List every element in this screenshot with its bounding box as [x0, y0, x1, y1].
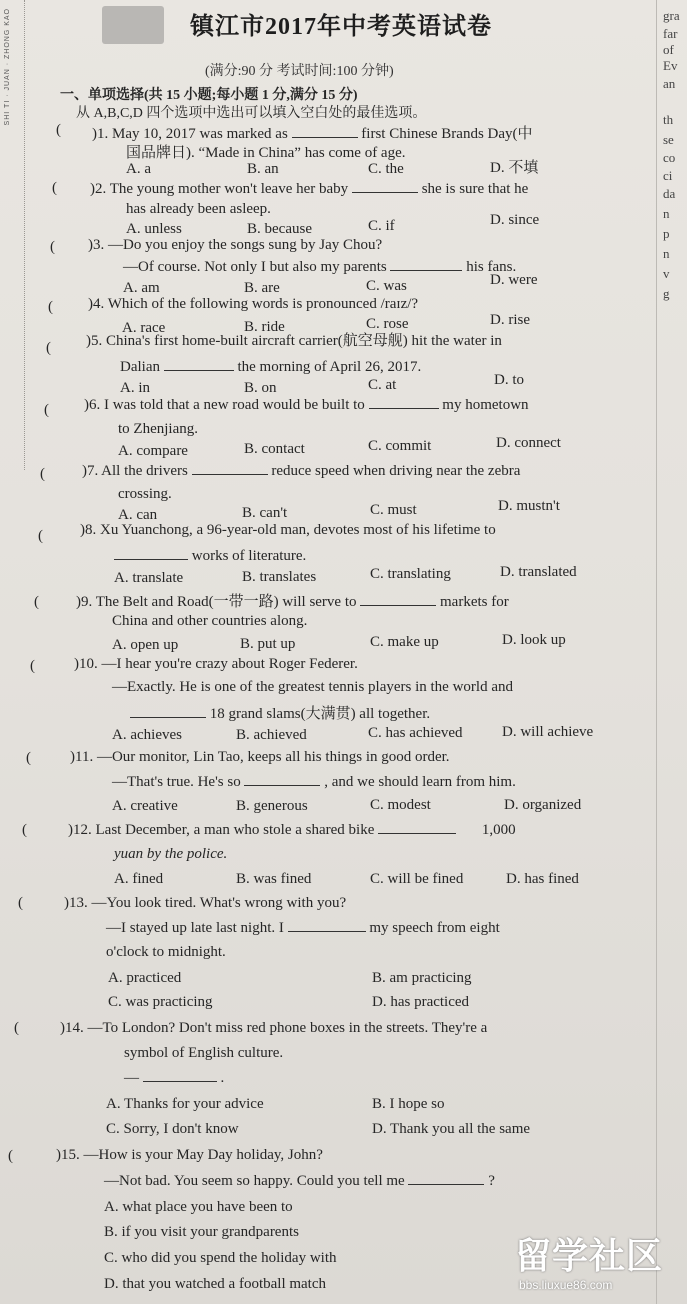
next-column-fragment — [656, 0, 687, 1304]
stem-text: 1,000 — [481, 822, 516, 838]
option-b[interactable]: B. was fined — [236, 871, 312, 887]
question-stem-line — [124, 1069, 224, 1087]
page-title: 镇江市2017年中考英语试卷 — [190, 14, 492, 40]
option-a[interactable]: A. unless — [126, 221, 182, 237]
option-d[interactable]: D. Thank you all the same — [372, 1121, 531, 1137]
option-a[interactable]: A. practiced — [108, 970, 182, 986]
option-d[interactable]: D. were — [490, 272, 538, 288]
stem-text: my hometown — [442, 397, 529, 413]
next-col-word: n — [663, 246, 670, 261]
option-c[interactable]: C. translating — [370, 566, 451, 582]
answer-paren[interactable]: ( — [26, 750, 31, 766]
question-stem: )14. —To London? Don't miss red phone boxes in the streets. They're a — [60, 1020, 488, 1036]
next-col-word: ci — [663, 168, 673, 183]
option-b[interactable]: B. achieved — [236, 727, 307, 743]
next-col-word: gra — [663, 8, 680, 23]
stem-text: works of literature. — [191, 548, 307, 564]
stem-text: )1. May 10, 2017 was marked as — [92, 126, 288, 142]
stem-text: my speech from eight — [369, 920, 500, 936]
question-stem-line — [123, 258, 516, 276]
stem-text: Dalian — [120, 359, 160, 375]
question-stem-line — [104, 1172, 495, 1190]
option-a[interactable]: A. fined — [114, 871, 164, 887]
question-stem-line: China and other countries along. — [112, 613, 308, 629]
option-c[interactable]: C. who did you spend the holiday with — [104, 1250, 337, 1266]
question-stem-line: o'clock to midnight. — [106, 944, 226, 960]
next-col-word: th — [663, 112, 674, 127]
option-d[interactable]: D. has practiced — [372, 994, 470, 1010]
option-a[interactable]: A. what place you have been to — [104, 1199, 293, 1215]
option-a[interactable]: A. translate — [114, 570, 184, 586]
option-c[interactable]: C. if — [368, 218, 395, 234]
stem-text: )6. I was told that a new road would be built to — [84, 397, 365, 413]
option-a[interactable]: A. compare — [118, 443, 188, 459]
option-b[interactable]: B. because — [247, 221, 312, 237]
next-col-word: of — [663, 42, 674, 57]
option-a[interactable]: A. in — [120, 380, 150, 396]
stem-text: the morning of April 26, 2017. — [237, 359, 422, 375]
question-stem — [90, 180, 528, 198]
answer-blank[interactable] — [244, 773, 320, 786]
question-stem — [68, 821, 516, 839]
answer-blank[interactable] — [369, 396, 439, 409]
answer-paren[interactable]: ( — [40, 466, 45, 482]
question-stem — [76, 590, 509, 611]
answer-blank[interactable] — [164, 358, 234, 371]
next-col-word: an — [663, 76, 676, 91]
stem-text: reduce speed when driving near the zebra — [271, 463, 521, 479]
answer-paren[interactable]: ( — [30, 658, 35, 674]
option-c[interactable]: C. was practicing — [108, 994, 213, 1010]
question-stem-line — [106, 919, 500, 937]
option-d[interactable]: D. rise — [490, 312, 530, 328]
question-stem-line — [112, 773, 516, 791]
option-b[interactable]: B. am practicing — [372, 970, 472, 986]
answer-paren[interactable]: ( — [52, 180, 57, 196]
question-stem-line: has already been asleep. — [126, 201, 271, 217]
question-stem: )15. —How is your May Day holiday, John? — [56, 1147, 323, 1163]
option-d[interactable]: D. organized — [504, 797, 582, 813]
question-stem-line: —Exactly. He is one of the greatest tennis players in the world and — [112, 679, 513, 695]
stem-text: —That's true. He's so — [112, 774, 241, 790]
redacted-area — [102, 6, 164, 44]
option-b[interactable]: B. are — [244, 280, 280, 296]
answer-paren[interactable]: ( — [22, 822, 27, 838]
binding-gutter — [0, 0, 25, 470]
next-col-word: da — [663, 186, 676, 201]
question-stem-line — [120, 358, 421, 376]
question-stem — [82, 462, 520, 480]
answer-paren[interactable]: ( — [48, 299, 53, 315]
option-c[interactable]: C. rose — [366, 316, 409, 332]
answer-blank[interactable] — [390, 258, 462, 271]
next-col-word: p — [663, 226, 670, 241]
question-stem — [92, 122, 533, 143]
question-stem-line: symbol of English culture. — [124, 1045, 284, 1061]
stem-text: )2. The young mother won't leave her baby — [90, 181, 349, 197]
option-c[interactable]: C. commit — [368, 438, 432, 454]
question-stem: )11. —Our monitor, Lin Tao, keeps all his things in good order. — [70, 749, 450, 765]
next-col-word: n — [663, 206, 670, 221]
stem-text: first Chinese Brands Day(中 — [361, 126, 533, 142]
next-col-word: far — [663, 26, 678, 41]
answer-paren[interactable]: ( — [18, 895, 23, 911]
option-d[interactable]: D. since — [490, 212, 540, 228]
option-d[interactable]: D. translated — [500, 564, 577, 580]
answer-paren[interactable]: ( — [38, 528, 43, 544]
option-b[interactable]: B. can't — [242, 505, 288, 521]
watermark — [515, 1228, 685, 1298]
option-d[interactable]: D. 不填 — [490, 160, 539, 176]
option-c[interactable]: C. the — [368, 161, 404, 177]
answer-paren[interactable]: ( — [50, 239, 55, 255]
answer-blank[interactable] — [408, 1172, 484, 1185]
option-c[interactable]: C. modest — [370, 797, 431, 813]
option-b[interactable]: B. on — [244, 380, 277, 396]
next-col-word: g — [663, 286, 670, 301]
option-a[interactable]: A. am — [123, 280, 160, 296]
answer-blank[interactable] — [352, 180, 418, 193]
option-c[interactable]: C. was — [366, 278, 407, 294]
answer-paren[interactable]: ( — [34, 594, 39, 610]
stem-text: markets for — [440, 594, 509, 610]
answer-paren[interactable]: ( — [8, 1148, 13, 1164]
option-d[interactable]: D. to — [494, 372, 524, 388]
option-d[interactable]: D. that you watched a football match — [104, 1276, 327, 1292]
option-a[interactable]: A. achieves — [112, 727, 182, 743]
question-stem-line: to Zhenjiang. — [118, 421, 198, 437]
section-instruction: 从 A,B,C,D 四个选项中选出可以填入空白处的最佳选项。 — [76, 106, 427, 121]
option-a[interactable]: A. a — [126, 161, 151, 177]
question-stem-line — [130, 702, 430, 723]
option-a[interactable]: A. Thanks for your advice — [106, 1096, 264, 1112]
option-d[interactable]: D. has fined — [506, 871, 579, 887]
stem-text: 18 grand slams(大满贯) all together. — [209, 706, 431, 722]
option-a[interactable]: A. can — [118, 507, 158, 523]
question-stem: )8. Xu Yuanchong, a 96-year-old man, devotes most of his lifetime to — [80, 522, 496, 538]
question-stem: )13. —You look tired. What's wrong with you? — [64, 895, 347, 911]
option-d[interactable]: D. connect — [496, 435, 561, 451]
option-c[interactable]: C. Sorry, I don't know — [106, 1121, 239, 1137]
watermark-url: bbs.liuxue86.com — [519, 1278, 613, 1292]
option-b[interactable]: B. put up — [240, 636, 296, 652]
option-b[interactable]: B. generous — [236, 798, 308, 814]
option-c[interactable]: C. at — [368, 377, 397, 393]
next-col-word: v — [663, 266, 670, 281]
option-d[interactable]: D. look up — [502, 632, 566, 648]
section-heading: 一、单项选择(共 15 小题;每小题 1 分,满分 15 分) — [60, 88, 358, 103]
stem-text: — — [124, 1070, 139, 1086]
option-b[interactable]: B. translates — [242, 569, 317, 585]
option-c[interactable]: C. will be fined — [370, 871, 464, 887]
option-b[interactable]: B. contact — [244, 441, 305, 457]
next-col-word: co — [663, 150, 676, 165]
question-stem-line: 国品牌日). “Made in China” has come of age. — [126, 145, 406, 161]
stem-text: )12. Last December, a man who stole a shared bike — [68, 822, 375, 838]
question-stem: )4. Which of the following words is pronounced /raɪz/? — [88, 296, 419, 312]
stem-text: ? — [488, 1173, 495, 1189]
answer-paren[interactable]: ( — [46, 340, 51, 356]
option-a[interactable]: A. creative — [112, 798, 178, 814]
option-b[interactable]: B. I hope so — [372, 1096, 445, 1112]
option-d[interactable]: D. mustn't — [498, 498, 560, 514]
stem-text: . — [220, 1070, 225, 1086]
stem-text: his fans. — [466, 259, 517, 275]
answer-blank[interactable] — [292, 125, 358, 138]
stem-text: she is sure that he — [421, 181, 529, 197]
option-d[interactable]: D. will achieve — [502, 724, 594, 740]
stem-text: —Of course. Not only I but also my parents — [123, 259, 387, 275]
stem-text: —Not bad. You seem so happy. Could you tell me — [104, 1173, 405, 1189]
option-b[interactable]: B. an — [247, 161, 279, 177]
gutter-text: SHI TI · JUAN · ZHONG KAO — [4, 8, 11, 126]
option-c[interactable]: C. must — [370, 502, 417, 518]
answer-blank[interactable] — [192, 462, 268, 475]
question-stem-line: yuan by the police. — [114, 846, 228, 862]
next-col-word: se — [663, 132, 674, 147]
stem-text: )9. The Belt and Road(一带一路) will serve to — [76, 594, 357, 610]
question-stem: )3. —Do you enjoy the songs sung by Jay Chou? — [88, 237, 383, 253]
stem-text: , and we should learn from him. — [324, 774, 516, 790]
question-stem-line — [114, 547, 306, 565]
question-stem: )10. —I hear you're crazy about Roger Federer. — [74, 656, 358, 672]
answer-blank[interactable] — [143, 1069, 217, 1082]
watermark-logo: 留学社区 — [515, 1236, 664, 1277]
stem-text: —I stayed up late last night. I — [106, 920, 284, 936]
answer-blank[interactable] — [288, 919, 366, 932]
answer-paren[interactable]: ( — [44, 402, 49, 418]
question-stem: )5. China's first home-built aircraft carrier(航空母舰) hit the water in — [86, 333, 502, 349]
option-c[interactable]: C. has achieved — [368, 725, 463, 741]
question-stem — [84, 396, 529, 414]
page-subtitle: (满分:90 分 考试时间:100 分钟) — [205, 64, 394, 79]
option-c[interactable]: C. make up — [370, 634, 439, 650]
next-col-word: Ev — [663, 58, 678, 73]
answer-paren[interactable]: ( — [56, 122, 61, 138]
answer-blank[interactable] — [130, 705, 206, 718]
option-b[interactable]: B. ride — [244, 319, 285, 335]
option-b[interactable]: B. if you visit your grandparents — [104, 1224, 299, 1240]
answer-blank[interactable] — [378, 821, 456, 834]
answer-blank[interactable] — [360, 593, 436, 606]
stem-text: )7. All the drivers — [82, 463, 188, 479]
answer-blank[interactable] — [114, 547, 188, 560]
option-a[interactable]: A. open up — [112, 637, 179, 653]
question-stem-line: crossing. — [118, 486, 172, 502]
answer-paren[interactable]: ( — [14, 1020, 19, 1036]
option-a[interactable]: A. race — [122, 320, 166, 336]
